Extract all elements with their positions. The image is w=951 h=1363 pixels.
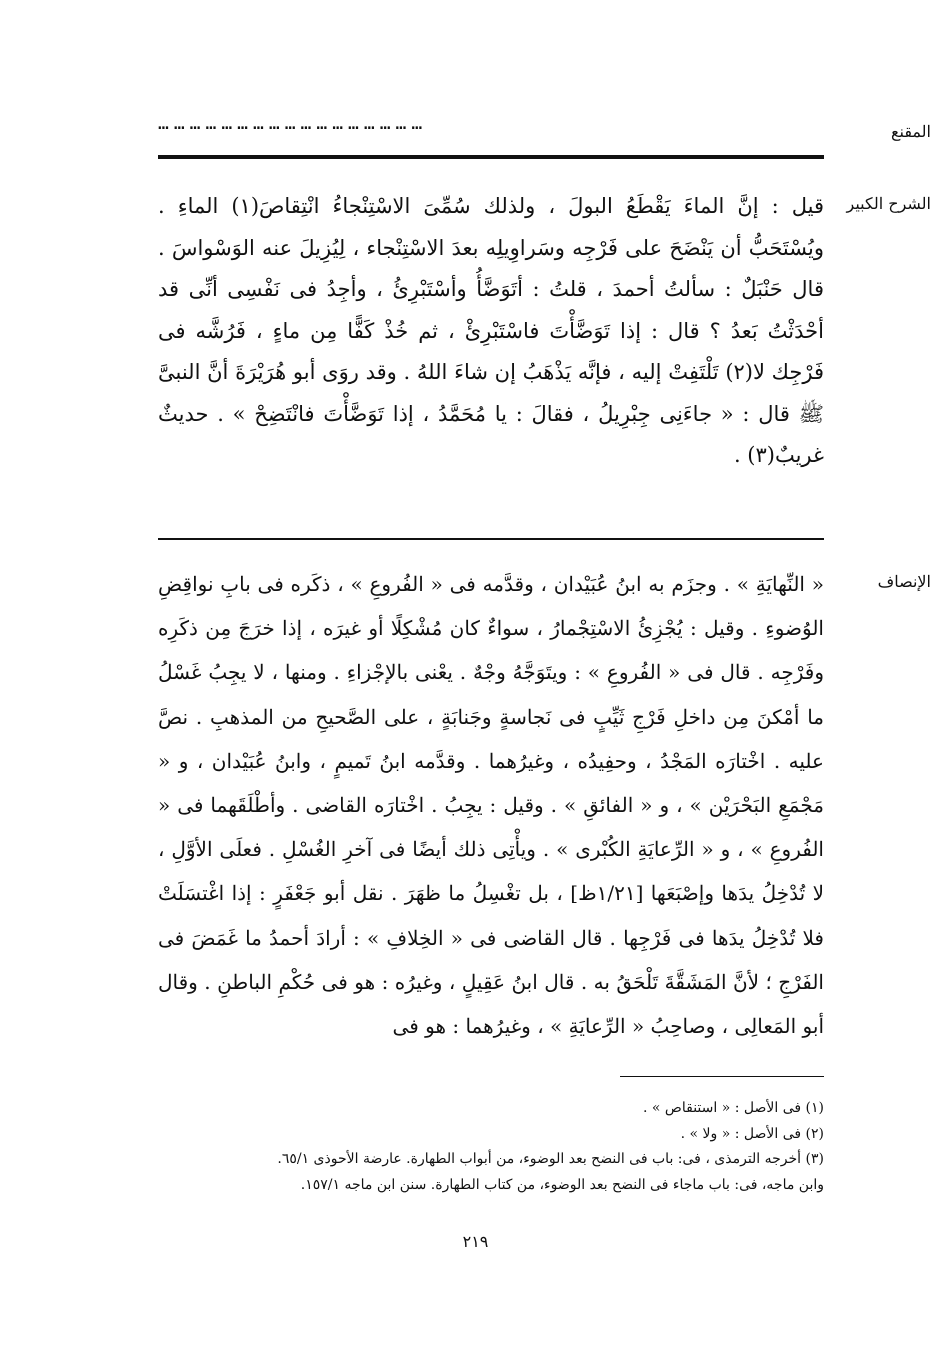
header-title: المقنع <box>890 122 931 141</box>
header-dotted-line: …………………………………………… <box>158 113 428 134</box>
sharh-label: الشرح الكبير <box>846 194 931 213</box>
footnote-3: (٣) أخرجه الترمذى ، فى: باب فى النضح بعد الوضوء، من أبواب الطهارة. عارضة الأحوذى ٦٥/١. <box>277 1151 824 1167</box>
footnotes-block <box>158 1096 824 1198</box>
sharh-paragraph: قيل : إنَّ الماءَ يَقْطَعُ البولَ ، ولذلك سُمِّىَ الاسْتِنْجاءُ انْتِقاصَ(١) الماءِ . ويُسْتَحَبُّ أن يَنْضَحَ على فَرْجِه وسَراوِيلِه بعدَ الاسْتِنْجاء ، لِيُزِيلَ عنه الوَسْواسَ . قال حَنْبَلٌ : سألتُ أحمدَ ، قلتُ : أتَوَضَّأُ وأسْتَبْرِئُ ، وأجِدُ فى نَفْسِى أنِّى قد أحْدَثْتُ بَعدُ ؟ قال : إذا تَوَضَّأْتَ فاسْتَبْرِئْ ، ثم خُذْ كَفًّا مِن ماءٍ ، فَرُشَّه فى فَرْجِك لا(٢) تَلْتَفِتْ إليه ، فإنَّه يَذْهَبُ إن شاءَ اللهُ . وقد روَى أبو هُرَيْرَةَ أنَّ النبىَّ ﷺ قال : « جاءَنِى جِبْرِيلُ ، فقالَ : يا مُحَمَّدُ ، إذا تَوَضَّأْتَ فانْتَضِحْ » . حديثٌ غريبٌ(٣) . <box>158 194 824 467</box>
insaf-label: الإنصاف <box>877 572 931 591</box>
footnote-2: (٢) فى الأصل : « ولا » . <box>680 1125 824 1142</box>
footnote-1: (١) فى الأصل : « استنقاص » . <box>643 1100 824 1116</box>
page-number: ٢١٩ <box>462 1232 489 1251</box>
insaf-paragraph: « النِّهايَةِ » . وجزَم به ابنُ عُبَيْدان ، وقدَّمه فى « الفُروعِ » ، ذكَره فى بابِ نواقِضِ الوُضوءِ . وقيل : يُجْزِئُ الاسْتِجْمارُ ، سواءٌ كان مُشْكِلًا أو غيرَه ، إذا خرَجَ مِن ذكَرِه وفَرْجِه . قال فى « الفُروعِ » : ويتَوَجَّهُ وجْهٌ . يعْنى بالإجْزاءِ . ومنها ، لا يجِبُ غَسْلُ ما أمْكنَ مِن داخلِ فَرْجِ ثَيِّبٍ فى نَجاسةٍ وجَنابَةٍ ، على الصَّحيحِ من المذهبِ . نصَّ عليه . اخْتارَه المَجْدُ ، وحفِيدُه ، وغيرُهما . وقدَّمه ابنُ تَميمٍ ، وابنُ عُبَيْدان ، و « مَجْمَعِ البَحْرَيْن » ، و « الفائقِ » . وقيل : يجِبُ . اخْتارَه القاضى . وأطْلَقَهما فى « الفُروعِ » ، و « الرِّعايَةِ الكُبْرى » . ويأْتِى ذلك أيضًا فى آخرِ الغُسْلِ . فعلَى الأوَّلِ ، لا تُدْخِلُ يدَها وإصْبَعَها [١/٢١ظ] ، بل تغْسِلُ ما ظهَرَ . نقل أبو جَعْفَرٍ : إذا اغْتسَلَتْ فلا تُدْخِلُ يدَها فى فَرْجِها . قال القاضى فى « الخِلافِ » : أرادَ أحمدُ ما غَمَضَ فى الفَرْجِ ؛ لأنَّ المَشَقَّةَ تَلْحَقُ به . قال ابنُ عَقِيلٍ ، وغيرُه : هو فى حُكْمِ الباطنِ . وقال أبو المَعالِى ، وصاحِبُ « الرِّعايَةِ » ، وغيرُهما : هو فى <box>158 572 824 1039</box>
footnote-rule <box>620 1076 824 1077</box>
footnote-3-continued: وابن ماجه، فى: باب ماجاء فى النضح بعد الوضوء، من كتاب الطهارة. سنن ابن ماجه ١٥٧/١. <box>300 1176 824 1193</box>
header-rule <box>158 155 824 159</box>
section-divider <box>158 538 824 540</box>
sharh-text-block <box>158 186 824 477</box>
insaf-text-block <box>158 562 824 1048</box>
